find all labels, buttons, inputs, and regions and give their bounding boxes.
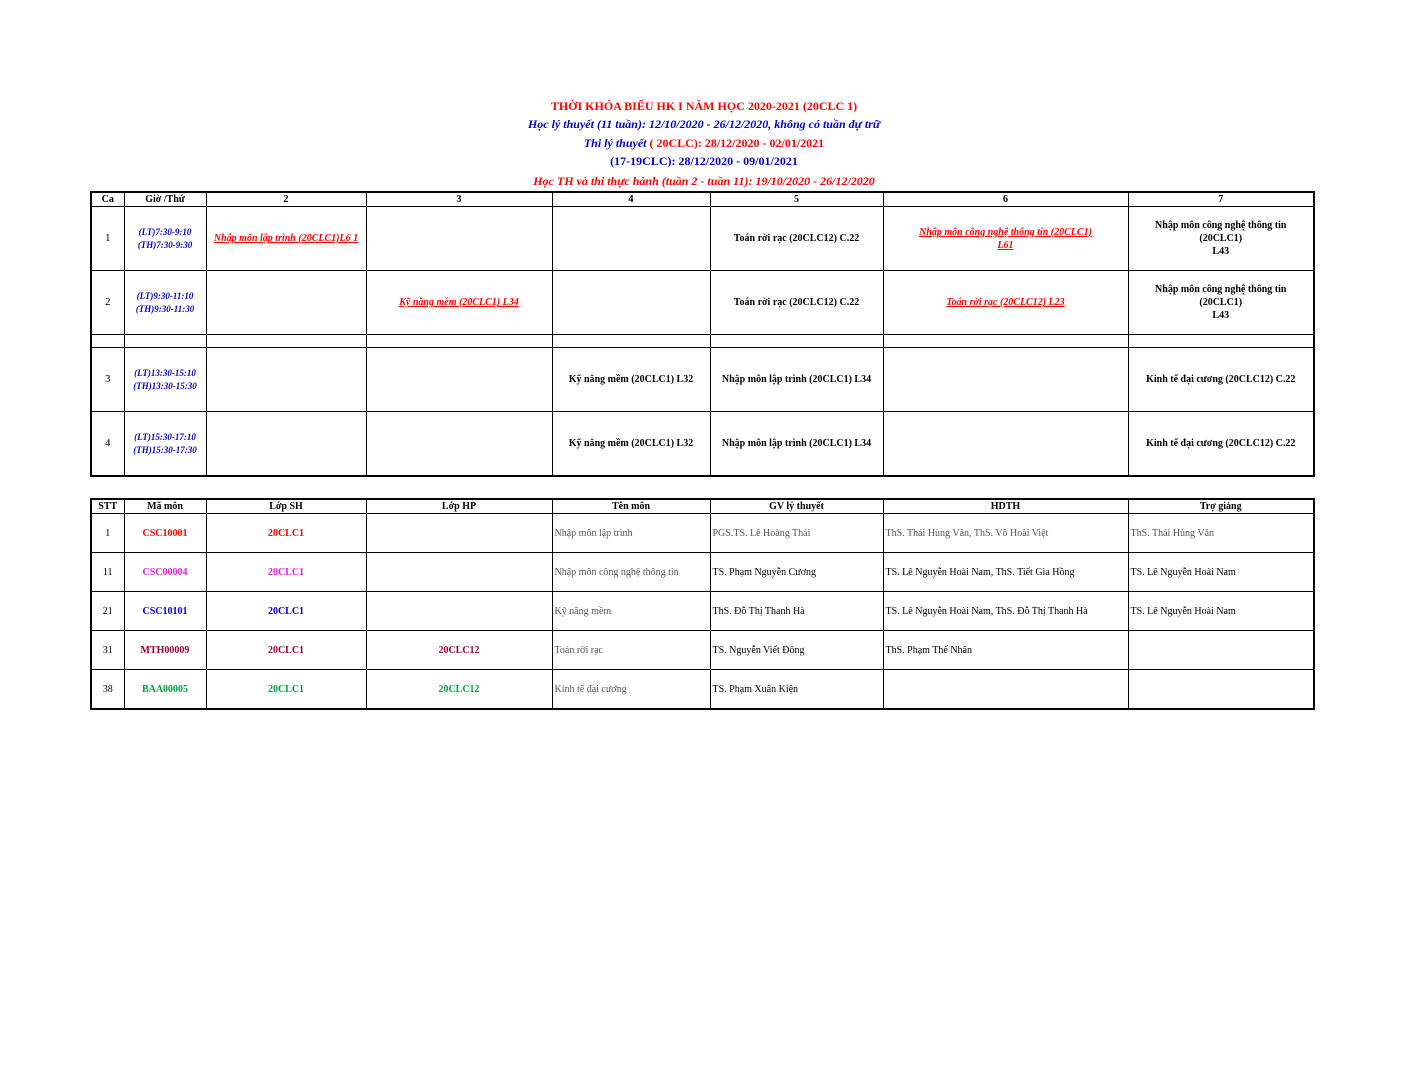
course-row bbox=[91, 553, 1314, 592]
course-code: BAA00005 bbox=[124, 670, 206, 710]
ca-number: 2 bbox=[91, 271, 124, 335]
course-name: Nhập môn lập trình bbox=[552, 514, 710, 553]
teaching-assistant: ThS. Thái Hùng Văn bbox=[1128, 514, 1314, 553]
course-name: Kinh tế đại cương bbox=[552, 670, 710, 710]
header-lop-sh: Lớp SH bbox=[206, 499, 366, 514]
class-cell: Nhập môn lập trình (20CLC1)L6 1 bbox=[206, 207, 366, 271]
gap-cell bbox=[91, 335, 124, 348]
class-line: Nhập môn công nghệ thông tin bbox=[1155, 220, 1287, 231]
class-cell: Kỹ năng mềm (20CLC1) L32 bbox=[552, 348, 710, 412]
class-line: Nhập môn công nghệ thông tin bbox=[1155, 284, 1287, 295]
ca-number: 1 bbox=[91, 207, 124, 271]
course-name: Nhập môn công nghệ thông tin bbox=[552, 553, 710, 592]
header-teaching-assistant: Trợ giảng bbox=[1128, 499, 1314, 514]
teaching-assistant: TS. Lê Nguyễn Hoài Nam bbox=[1128, 592, 1314, 631]
stt-cell: 21 bbox=[91, 592, 124, 631]
empty-cell bbox=[206, 271, 366, 335]
exam-period bbox=[0, 134, 1408, 152]
class-cell: Kỹ năng mềm (20CLC1) L32 bbox=[552, 412, 710, 477]
header-stt: STT bbox=[91, 499, 124, 514]
lop-sh: 20CLC1 bbox=[206, 514, 366, 553]
lop-sh: 20CLC1 bbox=[206, 553, 366, 592]
empty-cell bbox=[206, 348, 366, 412]
header-course-name: Tên môn bbox=[552, 499, 710, 514]
teaching-assistant bbox=[1128, 670, 1314, 710]
stt-cell: 31 bbox=[91, 631, 124, 670]
header-day-3: 3 bbox=[366, 192, 552, 207]
class-cell: Kinh tế đại cương (20CLC12) C.22 bbox=[1128, 348, 1314, 412]
time-cell bbox=[124, 271, 206, 335]
class-cell bbox=[1128, 207, 1314, 271]
lecturer: TS. Phạm Xuân Kiện bbox=[710, 670, 883, 710]
course-row bbox=[91, 514, 1314, 553]
lecturer: ThS. Đỗ Thị Thanh Hà bbox=[710, 592, 883, 631]
lop-hp bbox=[366, 592, 552, 631]
time-th: (TH)15:30-17:30 bbox=[133, 444, 197, 455]
class-cell: Nhập môn lập trình (20CLC1) L34 bbox=[710, 348, 883, 412]
class-line: (20CLC1) bbox=[1199, 297, 1243, 308]
course-name: Toán rời rạc bbox=[552, 631, 710, 670]
lecturer: TS. Phạm Nguyễn Cương bbox=[710, 553, 883, 592]
lop-sh: 20CLC1 bbox=[206, 670, 366, 710]
gap-cell bbox=[552, 335, 710, 348]
lop-sh: 20CLC1 bbox=[206, 631, 366, 670]
stt-cell: 38 bbox=[91, 670, 124, 710]
course-code: CSC10101 bbox=[124, 592, 206, 631]
stt-cell: 1 bbox=[91, 514, 124, 553]
time-th: (TH)13:30-15:30 bbox=[133, 380, 197, 391]
class-line: (20CLC1) bbox=[1199, 233, 1243, 244]
time-lt: (LT)9:30-11:10 bbox=[136, 290, 194, 301]
empty-cell bbox=[366, 412, 552, 477]
lab-instructor: ThS. Phạm Thế Nhân bbox=[883, 631, 1128, 670]
time-lt: (LT)13:30-15:10 bbox=[134, 367, 196, 378]
teaching-assistant bbox=[1128, 631, 1314, 670]
class-cell bbox=[1128, 271, 1314, 335]
empty-cell bbox=[552, 271, 710, 335]
lop-hp bbox=[366, 514, 552, 553]
class-cell: Nhập môn lập trình (20CLC1) L34 bbox=[710, 412, 883, 477]
exam-value: ( 20CLC): 28/12/2020 - 02/01/2021 bbox=[646, 136, 825, 150]
header-time: Giờ /Thứ bbox=[124, 192, 206, 207]
lop-hp: 20CLC12 bbox=[366, 670, 552, 710]
gap-cell bbox=[206, 335, 366, 348]
exam-period-secondary: (17-19CLC): 28/12/2020 - 09/01/2021 bbox=[610, 154, 798, 168]
schedule-header-row bbox=[91, 192, 1314, 207]
course-code: CSC10001 bbox=[124, 514, 206, 553]
lunch-gap-row bbox=[91, 335, 1314, 348]
gap-cell bbox=[366, 335, 552, 348]
page-title: THỜI KHÓA BIỂU HK I NĂM HỌC 2020-2021 (20CLC 1) bbox=[550, 99, 858, 113]
time-th: (TH)9:30-11:30 bbox=[135, 303, 195, 314]
class-line: L43 bbox=[1212, 310, 1230, 321]
ca-number: 3 bbox=[91, 348, 124, 412]
gap-cell bbox=[883, 335, 1128, 348]
schedule-row-2 bbox=[91, 271, 1314, 335]
empty-cell bbox=[366, 207, 552, 271]
ca-number: 4 bbox=[91, 412, 124, 477]
lab-instructor: ThS. Thái Hùng Văn, ThS. Võ Hoài Việt bbox=[883, 514, 1128, 553]
empty-cell bbox=[883, 412, 1128, 477]
empty-cell bbox=[366, 348, 552, 412]
lab-instructor bbox=[883, 670, 1128, 710]
course-row bbox=[91, 670, 1314, 710]
gap-cell bbox=[710, 335, 883, 348]
header-day-7: 7 bbox=[1128, 192, 1314, 207]
exam-label: Thi lý thuyết bbox=[583, 136, 647, 150]
lecturer: TS. Nguyễn Viết Đông bbox=[710, 631, 883, 670]
empty-cell bbox=[552, 207, 710, 271]
header-lab-instructor: HDTH bbox=[883, 499, 1128, 514]
lab-instructor: TS. Lê Nguyễn Hoài Nam, ThS. Đỗ Thị Thanh Hà bbox=[883, 592, 1128, 631]
class-cell: Kinh tế đại cương (20CLC12) C.22 bbox=[1128, 412, 1314, 477]
header-code: Mã môn bbox=[124, 499, 206, 514]
lop-hp bbox=[366, 553, 552, 592]
class-line: L61 bbox=[997, 239, 1014, 251]
lop-hp: 20CLC12 bbox=[366, 631, 552, 670]
header-day-5: 5 bbox=[710, 192, 883, 207]
lecturer: PGS.TS. Lê Hoàng Thái bbox=[710, 514, 883, 553]
time-th: (TH)7:30-9:30 bbox=[137, 239, 193, 250]
class-cell: Toán rời rạc (20CLC12) C.22 bbox=[710, 271, 883, 335]
header-day-4: 4 bbox=[552, 192, 710, 207]
time-cell bbox=[124, 207, 206, 271]
class-line: Nhập môn công nghệ thông tin (20CLC1) bbox=[919, 226, 1092, 238]
lop-sh: 20CLC1 bbox=[206, 592, 366, 631]
course-row bbox=[91, 631, 1314, 670]
course-row bbox=[91, 592, 1314, 631]
header-lecturer: GV lý thuyết bbox=[710, 499, 883, 514]
practice-period: Học TH và thi thực hành (tuần 2 - tuần 11): 19/10/2020 - 26/12/2020 bbox=[533, 174, 875, 188]
header-day-6: 6 bbox=[883, 192, 1128, 207]
schedule-row-4 bbox=[91, 412, 1314, 477]
course-name: Kỹ năng mềm bbox=[552, 592, 710, 631]
time-lt: (LT)15:30-17:10 bbox=[134, 431, 196, 442]
gap-cell bbox=[1128, 335, 1314, 348]
schedule-row-1 bbox=[91, 207, 1314, 271]
course-code: CSC00004 bbox=[124, 553, 206, 592]
course-code: MTH00009 bbox=[124, 631, 206, 670]
schedule-table bbox=[90, 191, 1315, 477]
empty-cell bbox=[206, 412, 366, 477]
theory-period: Học lý thuyết (11 tuần): 12/10/2020 - 26/12/2020, không có tuần dự trữ bbox=[527, 117, 881, 131]
course-header-row bbox=[91, 499, 1314, 514]
lab-instructor: TS. Lê Nguyễn Hoài Nam, ThS. Tiết Gia Hồng bbox=[883, 553, 1128, 592]
stt-cell: 11 bbox=[91, 553, 124, 592]
time-cell bbox=[124, 348, 206, 412]
class-cell: Kỹ năng mềm (20CLC1) L34 bbox=[366, 271, 552, 335]
time-lt: (LT)7:30-9:10 bbox=[138, 226, 192, 237]
teaching-assistant: TS. Lê Nguyễn Hoài Nam bbox=[1128, 553, 1314, 592]
class-cell: Toán rời rạc (20CLC12) L23 bbox=[883, 271, 1128, 335]
empty-cell bbox=[883, 348, 1128, 412]
schedule-row-3 bbox=[91, 348, 1314, 412]
class-line: L43 bbox=[1212, 246, 1230, 257]
class-cell: Toán rời rạc (20CLC12) C.22 bbox=[710, 207, 883, 271]
header-ca: Ca bbox=[91, 192, 124, 207]
header-day-2: 2 bbox=[206, 192, 366, 207]
gap-cell bbox=[124, 335, 206, 348]
class-cell bbox=[883, 207, 1128, 271]
header-lop-hp: Lớp HP bbox=[366, 499, 552, 514]
course-table bbox=[90, 498, 1315, 710]
time-cell bbox=[124, 412, 206, 477]
